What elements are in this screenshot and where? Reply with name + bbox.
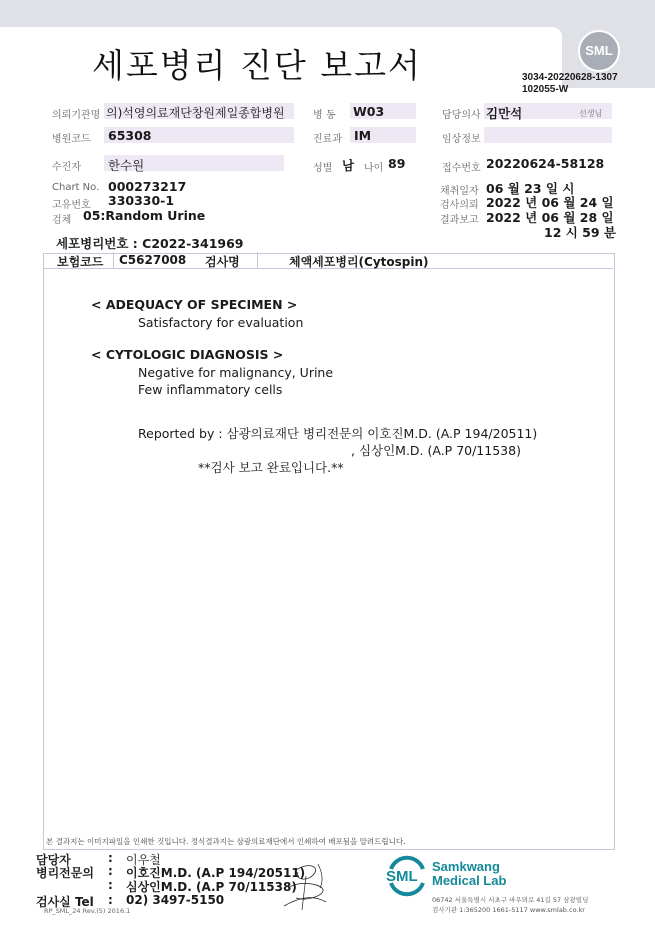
lab-tel-label: 검사실 Tel: [36, 895, 94, 909]
lab-logo-text: SML: [386, 868, 418, 885]
pathologist-label: 병리전문의: [36, 866, 94, 880]
report-complete-note: **검사 보고 완료입니다.**: [198, 460, 344, 475]
diagnosis-line2: Few inflammatory cells: [138, 382, 283, 397]
image-print-notice: 본 결과지는 이미지파일을 인쇄한 것입니다. 정식결과지는 삼광의료재단에서 인쇄하여 배포됨을 알려드립니다.: [46, 837, 406, 846]
insurance-code-label: 보험코드: [57, 255, 104, 269]
collected-value: 06 월 23 일 시: [486, 181, 575, 196]
reported-label: 결과보고: [440, 215, 479, 226]
sex-value: 남: [342, 158, 355, 173]
doctor-suffix: 선생님: [579, 109, 603, 118]
clinical-info-shade: [484, 127, 612, 143]
diagnosis-heading: < CYTOLOGIC DIAGNOSIS >: [91, 347, 284, 362]
report-number-line2: 102055-W: [522, 84, 569, 95]
age-label: 나이: [364, 163, 384, 174]
report-number: [522, 72, 618, 96]
department-label: 진료과: [313, 134, 342, 145]
manager-label: 담당자: [36, 853, 71, 867]
lab-contact: 검사기관 1:365200 1661-5117 www.smlab.co.kr: [432, 906, 585, 914]
requested-value: 2022 년 06 월 24 일: [486, 195, 614, 210]
lab-name-line2: Medical Lab: [432, 873, 507, 888]
page-title: 세포병리 진단 보고서: [92, 46, 422, 85]
unique-no-value: 330330-1: [108, 193, 175, 208]
sex-label: 성별: [313, 163, 333, 174]
lab-name: [432, 860, 506, 888]
test-name-label: 검사명: [205, 255, 240, 269]
collected-label: 채취일자: [440, 186, 479, 197]
reported-time-value: 12 시 59 분: [544, 225, 616, 240]
ward-value: W03: [353, 104, 385, 119]
receipt-no-label: 접수번호: [442, 163, 481, 174]
adequacy-heading: < ADEQUACY OF SPECIMEN >: [91, 297, 298, 312]
lab-tel-value: 02) 3497-5150: [126, 893, 225, 907]
chart-no-label: Chart No.: [52, 182, 100, 193]
lab-tel-sep: :: [108, 893, 113, 907]
hospital-code-label: 병원코드: [52, 134, 91, 145]
test-header-row: [43, 253, 613, 269]
signature-icon: [278, 858, 340, 916]
hospital-code-value: 65308: [108, 128, 152, 143]
reported-value: 2022 년 06 월 28 일: [486, 210, 614, 225]
header-divider-1: [113, 252, 114, 268]
report-number-line1: 3034-20220628-1307: [522, 72, 618, 83]
institution-value: 의)석영의료재단창원제일종합병원: [106, 106, 285, 120]
lab-name-line1: Samkwang: [432, 859, 500, 874]
specimen-value: 05:Random Urine: [83, 208, 206, 223]
insurance-code-value: C5627008: [119, 253, 187, 267]
doctor-value: 김만석: [486, 106, 523, 121]
manager-sep: :: [108, 851, 113, 865]
lab-address: 06742 서울특별시 서초구 바우뫼로 41길 57 삼광빌딩: [432, 896, 589, 904]
pathologist2-sep: :: [108, 878, 113, 892]
test-name-value: 체액세포병리(Cytospin): [289, 255, 429, 269]
specimen-label: 검체: [52, 215, 72, 226]
unique-no-label: 고유번호: [52, 200, 91, 211]
manager-value: 이우철: [126, 853, 161, 867]
requested-label: 검사의뢰: [440, 200, 479, 211]
diagnosis-line1: Negative for malignancy, Urine: [138, 365, 334, 380]
ward-label: 병 동: [313, 110, 336, 121]
recipient-value: 한수원: [108, 158, 145, 173]
age-value: 89: [388, 156, 406, 171]
clinical-info-label: 임상정보: [442, 134, 481, 145]
form-code: RP_SML_24 Rev.(5) 2016.1: [44, 907, 131, 915]
recipient-label: 수진자: [52, 162, 81, 173]
chart-no-value: 000273217: [108, 179, 187, 194]
receipt-no-value: 20220624-58128: [486, 156, 605, 171]
header-divider-2: [257, 252, 258, 268]
pathologist2-value: 심상인M.D. (A.P 70/11538): [126, 880, 297, 894]
reported-by-line2: , 심상인M.D. (A.P 70/11538): [351, 443, 521, 458]
sml-logo: SML: [578, 30, 620, 72]
report-box: [43, 253, 615, 850]
pathologist-sep: :: [108, 864, 113, 878]
pathologist1-value: 이호진M.D. (A.P 194/20511): [126, 866, 306, 880]
institution-label: 의뢰기관명: [52, 110, 101, 121]
pathology-number: 세포병리번호 : C2022-341969: [56, 236, 244, 251]
adequacy-text: Satisfactory for evaluation: [138, 315, 304, 330]
department-value: IM: [354, 128, 372, 143]
reported-by-line1: Reported by : 삼광의료재단 병리전문의 이호진M.D. (A.P 194/20511): [138, 426, 538, 441]
doctor-label: 담당의사: [442, 110, 481, 121]
